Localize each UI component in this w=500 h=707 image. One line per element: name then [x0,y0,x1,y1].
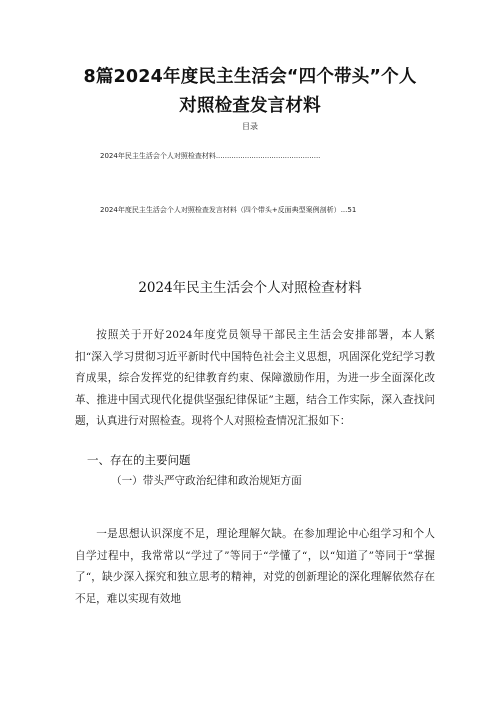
toc-heading: 目录 [242,122,258,131]
body-paragraph: 一是思想认识深度不足，理论理解欠缺。在参加理论中心组学习和个人自学过程中，我常常以“学过了”等同于“学懂了“，以“知道了”等同于“掌握了“，缺少深入探究和独立思考的精神，对党的创新理论的深化理解依然存在不足，难以实现有效地 [75,528,435,605]
toc-entry-dots: ... [340,206,348,214]
toc-entry-page: 51 [347,206,357,214]
document-title-line-2: 对照检查发言材料 [179,96,321,116]
heading-level-2: （一）带头严守政治纪律和政治规矩方面 [111,475,302,487]
heading-level-1: 一、存在的主要问题 [87,453,191,467]
toc-entry[interactable] [100,205,356,215]
toc-entry-text: 2024年民主生活会个人对照检查材料 [100,152,216,160]
document-title-line-1: 8篇2024年度民主生活会“四个带头”个人 [83,67,417,87]
toc-entry-text: 2024年度民主生活会个人对照检查发言材料（四个带头+反面典型案例剖析） [100,206,341,214]
section-title: 2024年民主生活会个人对照检查材料 [138,280,362,296]
toc-entry-dots: ............................................... [215,152,321,160]
intro-paragraph: 按照关于开好2024年度党员领导干部民主生活会安排部署，本人紧扣“深入学习贯彻习近平新时代中国特色社会主义思想，巩固深化党纪学习教育成果，综合发挥党的纪律教育约束、保障激励作用，为进一步全面深化改革、推进中国式现代化提供坚强纪律保证”主题，结合工作实际，深入查找问题，认真进行对照检查。现将个人对照检查情况汇报如下： [75,329,435,427]
toc-entry[interactable] [100,151,320,161]
